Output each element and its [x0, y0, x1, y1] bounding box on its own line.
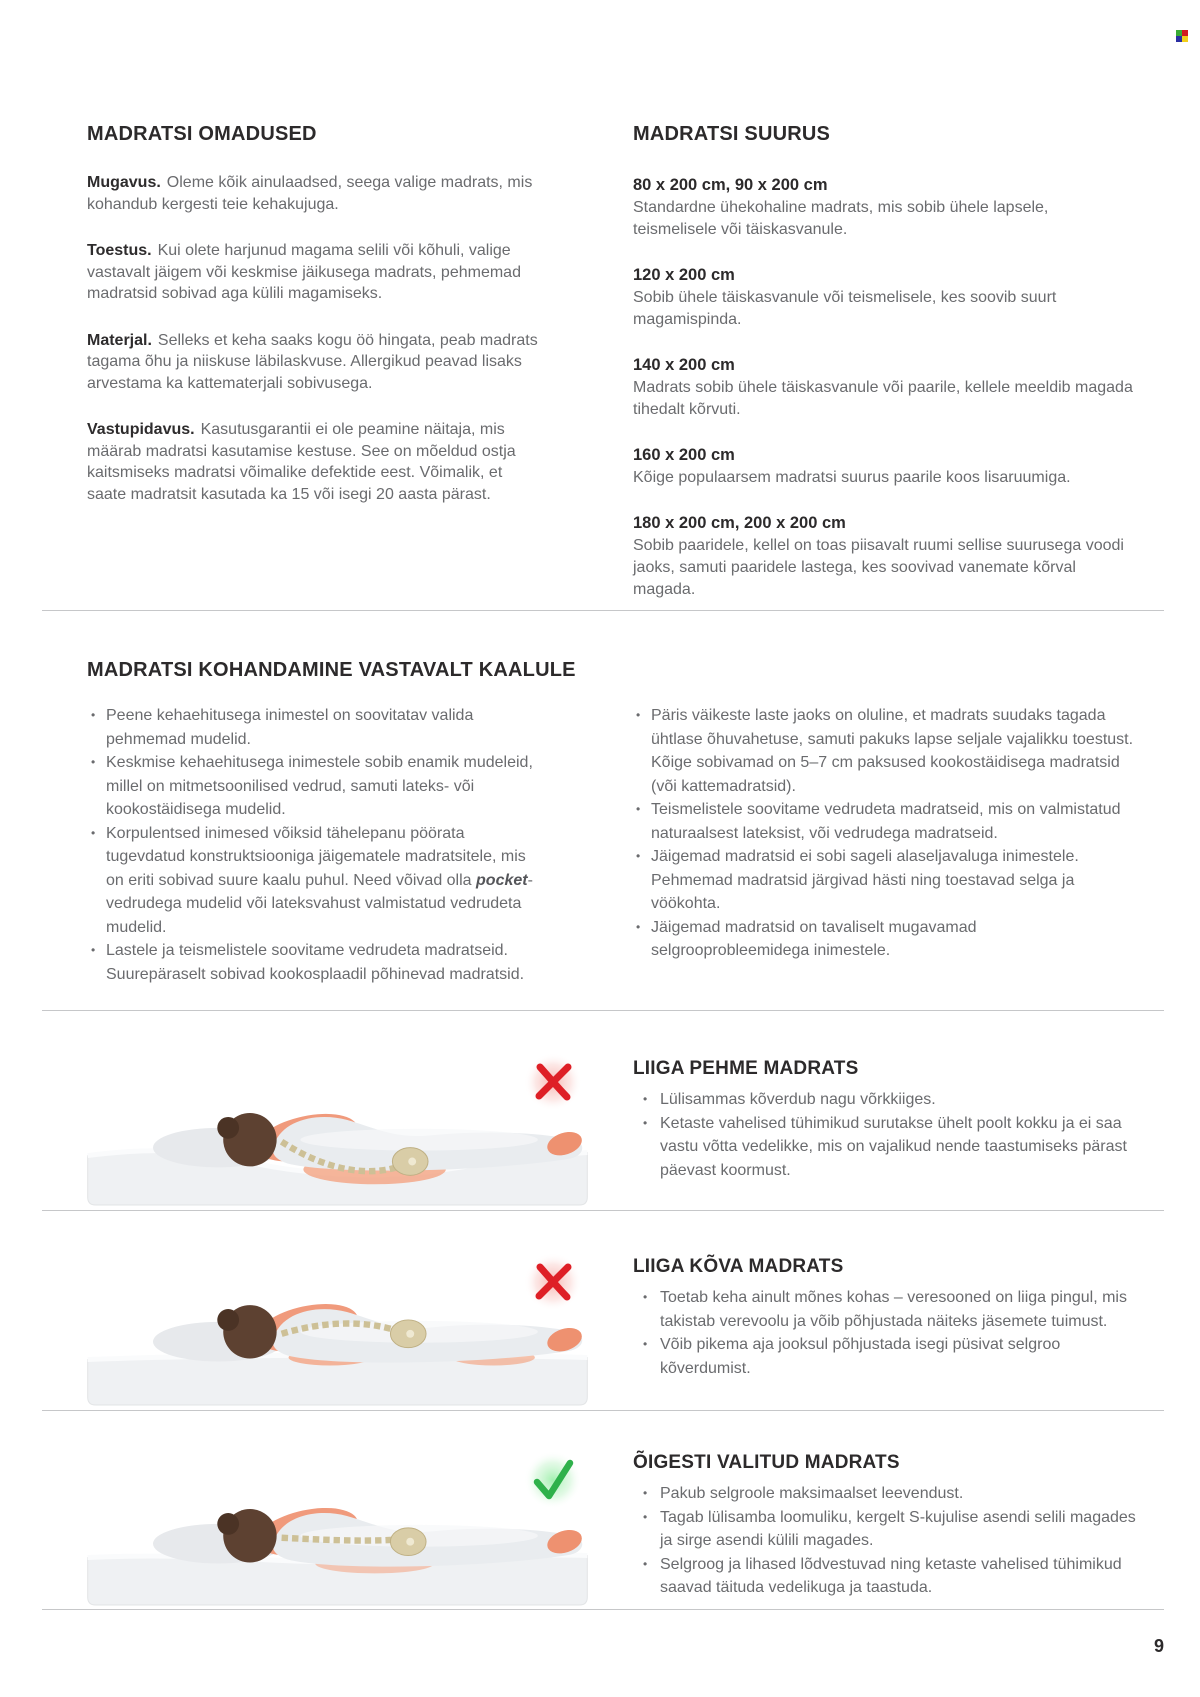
size-description: Standardne ühekohaline madrats, mis sobib ühele lapsele, teismelisele või täiskasvanule. [633, 199, 1049, 238]
bullet-item: • Lastele ja teismelistele soovitame vedrudeta madratseid. Suurepäraselt sobivad kookosplaadil põhinevad madratsid. [90, 939, 545, 986]
paragraph-text: Selleks et keha saaks kogu öö hingata, peab madrats tagama õhu ja niiskuse läbilaskvuse. Allergikud peavad lisaks arvestama ka kattematerjali sobivusega. [87, 331, 538, 392]
paragraph-vastupidavus [87, 419, 539, 505]
bullet-item: • Jäigemad madratsid ei sobi sageli alaseljavaluga inimestele. Pehmemad madratsid järgivad hästi ning toestavad selga ja vöökohta. [635, 845, 1135, 916]
x-mark-icon [523, 1052, 583, 1112]
paragraph-lead: Toestus. [87, 242, 152, 259]
divider [42, 610, 1164, 611]
divider [42, 1210, 1164, 1211]
size-description: Madrats sobib ühele täiskasvanule või paarile, kellele meeldib magada tihedalt kõrvuti. [633, 379, 1133, 418]
bullet-text: Korpulentsed inimesed võiksid tähelepanu pöörata tugevdatud konstruktsiooniga jäigematele madratsitele, mis on eriti sobivad suure kaalu puhul. Need võivad olla [106, 824, 526, 889]
illustration-correct-mattress [75, 1421, 600, 1607]
paragraph-lead: Mugavus. [87, 174, 161, 191]
bullet-item: • Lülisammas kõverdub nagu võrkkiiges. [633, 1088, 1138, 1112]
size-label: 180 x 200 cm, 200 x 200 cm [633, 514, 846, 532]
x-mark-icon [523, 1252, 583, 1312]
divider [42, 1010, 1164, 1011]
comparison-list-correct [633, 1482, 1138, 1600]
comparison-title-correct: ÕIGESTI VALITUD MADRATS [633, 1452, 900, 1473]
paragraph-materjal [87, 330, 539, 395]
size-label: 120 x 200 cm [633, 266, 735, 284]
paragraph-text: Kasutusgarantii ei ole peamine näitaja, mis määrab madratsi kasutamise kestuse. See on mõeldud ostja kaitsmiseks madratsi võimalike defektide eest. Võimalik, et saate madratsit kasutada ka 15 või isegi 20 aasta pärast. [87, 421, 516, 503]
comparison-title-too-hard: LIIGA KÕVA MADRATS [633, 1256, 844, 1277]
size-label: 80 x 200 cm, 90 x 200 cm [633, 176, 828, 194]
illustration-too-hard-mattress [75, 1221, 600, 1407]
illustration-too-soft-mattress [75, 1021, 600, 1207]
section-title-suurus: MADRATSI SUURUS [633, 123, 831, 145]
bullet-text: -vedrudega mudelid või lateksvahust valmistatud vedrudeta mudelid. [106, 871, 533, 936]
bullet-item: • Tagab lülisamba loomuliku, kergelt S-kujulise asendi selili magades ja sirge asendi külili magades. [633, 1506, 1138, 1553]
bullet-item: • Teismelistele soovitame vedrudeta madratseid, mis on valmistatud naturaalsest lateksist, või vedrudega madratseid. [635, 798, 1135, 845]
comparison-list-too-hard [633, 1286, 1138, 1380]
bullet-item: • Keskmise kehaehitusega inimestele sobib enamik mudeleid, millel on mitmetsoonilised vedrud, samuti lateks- või kookostäidisega mudelid. [90, 751, 545, 822]
bullet-item: • Peene kehaehitusega inimestel on soovitatav valida pehmemad mudelid. [90, 704, 545, 751]
section-omadused [87, 122, 539, 530]
paragraph-lead: Vastupidavus. [87, 421, 195, 438]
check-mark-icon [523, 1450, 583, 1510]
comparison-list-too-soft [633, 1088, 1138, 1182]
size-label: 160 x 200 cm [633, 446, 735, 464]
paragraph-text: Oleme kõik ainulaadsed, seega valige madrats, mis kohandub kergesti teie kehakujuga. [87, 174, 533, 213]
pocket-emphasis: pocket [476, 871, 528, 889]
bullet-item: • Selgroog ja lihased lõdvestuvad ning ketaste vahelised tühimikud saavad täituda vedelikuga ja taastuda. [633, 1553, 1138, 1600]
bullet-item [90, 822, 545, 940]
page-number: 9 [1153, 1636, 1164, 1656]
bullet-item: • Toetab keha ainult mõnes kohas – veresooned on liiga pingul, mis takistab verevoolu ja võib põhjustada näiteks jäsemete tuimust. [633, 1286, 1138, 1333]
size-description: Sobib paaridele, kellel on toas piisavalt ruumi sellise suurusega voodi jaoks, samuti paaridele lastega, kes soovivad vanemate kõrval magada. [633, 537, 1124, 598]
bullet-item: • Päris väikeste laste jaoks on oluline, et madrats suudaks tagada ühtlase õhuvahetuse, samuti pakuks lapse seljale vajalikku toestust. Kõige sobivamad on 5–7 cm paksused kookostäidisega madratsid (või kattemadratsid). [635, 704, 1135, 798]
size-item [633, 444, 1133, 489]
paragraph-toestus [87, 240, 539, 305]
size-label: 140 x 200 cm [633, 356, 735, 374]
section-title-omadused: MADRATSI OMADUSED [87, 123, 317, 145]
bullet-item: • Pakub selgroole maksimaalset leevendust. [633, 1482, 1138, 1506]
paragraph-lead: Materjal. [87, 331, 152, 349]
bullet-item: • Võib pikema aja jooksul põhjustada isegi püsivat selgroo kõverdumist. [633, 1333, 1138, 1380]
size-description: Kõige populaarsem madratsi suurus paarile koos lisaruumiga. [633, 469, 1071, 486]
size-description: Sobib ühele täiskasvanule või teismelisele, kes soovib suurt magamispinda. [633, 289, 1057, 328]
section-title-kohandamine: MADRATSI KOHANDAMINE VASTAVALT KAALULE [87, 659, 576, 681]
logo-square-yellow [1182, 36, 1188, 42]
kohandamine-left-list [90, 704, 545, 986]
divider [42, 1609, 1164, 1610]
size-item [633, 512, 1133, 601]
size-item [633, 264, 1133, 331]
size-item [633, 354, 1133, 421]
bullet-item: • Ketaste vahelised tühimikud surutakse ühelt poolt kokku ja ei saa vastu võtta vedelikke, mis on vajalikud nende taastumiseks pärast päevast koormust. [633, 1112, 1138, 1183]
section-suurus [633, 122, 1133, 624]
paragraph-mugavus [87, 172, 539, 215]
bullet-item: • Jäigemad madratsid on tavaliselt mugavamad selgrooprobleemidega inimestele. [635, 916, 1135, 963]
size-item [633, 174, 1133, 241]
kohandamine-right-list [635, 704, 1135, 963]
comparison-title-too-soft: LIIGA PEHME MADRATS [633, 1058, 859, 1079]
four-color-grid-icon [1176, 30, 1188, 42]
divider [42, 1410, 1164, 1411]
paragraph-text: Kui olete harjunud magama selili või kõhuli, valige vastavalt jäigem või keskmise jäikusega madrats, pehmemad madratsid sobivad aga külili magamiseks. [87, 242, 521, 302]
